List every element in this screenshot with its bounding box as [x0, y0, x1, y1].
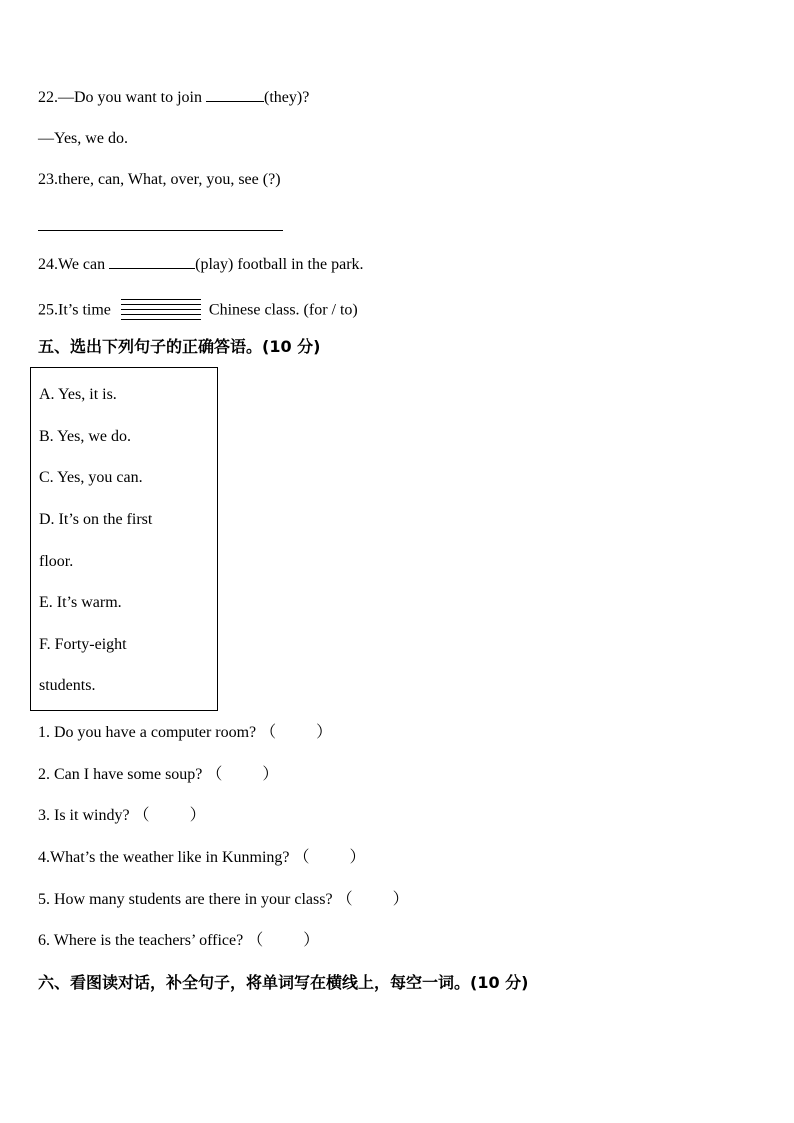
question-number: 24.	[38, 256, 58, 273]
option-b: B. Yes, we do.	[39, 428, 132, 445]
question-text: 5. How many students are there in your class?	[38, 891, 333, 908]
option-d: D. It’s on the first	[39, 511, 153, 528]
question-text: 1. Do you have a computer room?	[38, 724, 257, 741]
option-c: C. Yes, you can.	[39, 469, 143, 486]
question-text: It’s time	[58, 301, 111, 319]
option-f: F. Forty-eight	[39, 636, 127, 653]
dash: —	[58, 89, 74, 106]
matching-question-3	[38, 806, 206, 826]
matching-question-5	[38, 890, 409, 910]
option-d-cont: floor.	[39, 553, 74, 570]
question-24	[38, 254, 364, 275]
question-text: there, can, What, over, you, see (?)	[58, 171, 281, 188]
section-5-heading: 五、选出下列句子的正确答语。(10 分)	[38, 337, 321, 356]
answer-line[interactable]	[38, 230, 283, 231]
question-text-after: Chinese class. (for / to)	[208, 301, 358, 319]
answer-paren[interactable]: （ ）	[206, 766, 279, 783]
question-text-after: (play) football in the park.	[195, 256, 364, 273]
matching-question-6	[38, 931, 319, 951]
question-text: 6. Where is the teachers’ office?	[38, 932, 244, 949]
answer-paren[interactable]: （ ）	[260, 724, 333, 741]
option-a: A. Yes, it is.	[39, 386, 117, 403]
question-25	[38, 299, 358, 323]
matching-question-1	[38, 723, 332, 743]
question-text: 4.What’s the weather like in Kunming?	[38, 849, 290, 866]
matching-question-4	[38, 848, 366, 868]
answer-paren[interactable]: （ ）	[336, 891, 409, 908]
question-23	[38, 170, 281, 190]
matching-question-2	[38, 765, 278, 785]
option-e: E. It’s warm.	[39, 594, 122, 611]
section-6-heading: 六、看图读对话，补全句子，将单词写在横线上，每空一词。(10 分)	[38, 973, 529, 992]
question-number: 22.	[38, 89, 58, 106]
answer-blank-lines[interactable]	[121, 299, 201, 323]
question-text: We can	[58, 256, 110, 273]
question-text: Do you want to join	[74, 89, 206, 106]
question-22-reply: —Yes, we do.	[38, 130, 128, 147]
question-22	[38, 87, 309, 108]
question-number: 25.	[38, 301, 58, 319]
answer-blank[interactable]	[109, 254, 195, 269]
answer-blank[interactable]	[206, 87, 264, 102]
option-f-cont: students.	[39, 677, 96, 694]
hint-text: (they)?	[264, 89, 310, 106]
question-text: 3. Is it windy?	[38, 807, 130, 824]
options-box	[30, 367, 218, 711]
answer-paren[interactable]: （ ）	[293, 849, 366, 866]
question-text: 2. Can I have some soup?	[38, 766, 203, 783]
question-number: 23.	[38, 171, 58, 188]
answer-paren[interactable]: （ ）	[247, 932, 320, 949]
answer-paren[interactable]: （ ）	[133, 807, 206, 824]
